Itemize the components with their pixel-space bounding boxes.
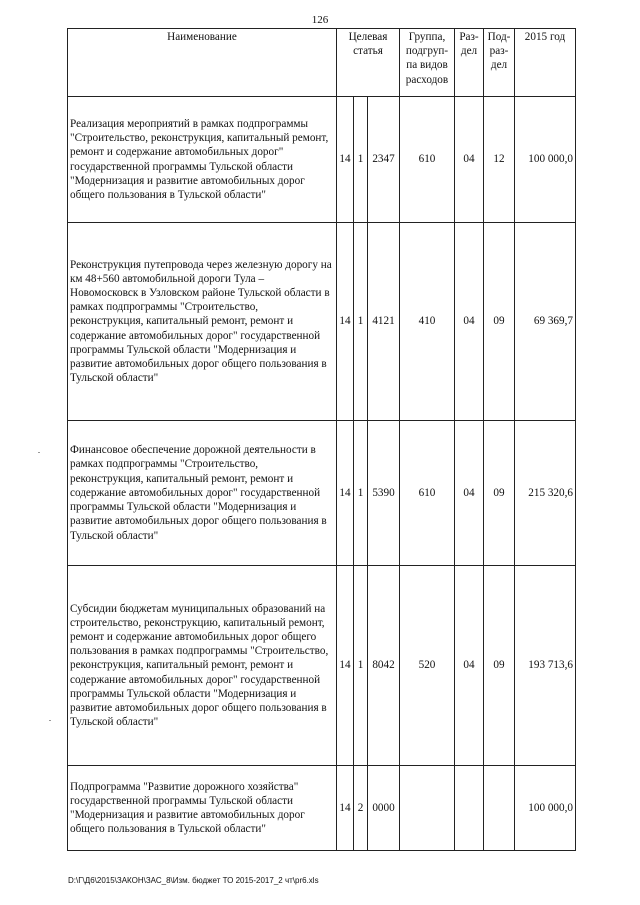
target-part-1: 14	[337, 421, 354, 566]
section: 04	[455, 566, 484, 766]
row-name: Реконструкция путепровода через железную дорогу на км 48+560 автомобильной дороги Тула – Новомосковск в Узловском районе Тульской области в рамках подпрограммы "Строительство, реконструкция, капитальный ремонт, ремонт и содержание автомобильных дорог" государственной программы Тульской области "Модернизация и развитие автомобильных дорог общего пользования в Тульской области"	[68, 223, 337, 421]
target-part-1: 14	[337, 766, 354, 851]
amount: 69 369,7	[515, 223, 576, 421]
page-number: 126	[311, 14, 329, 26]
target-part-3: 2347	[368, 97, 400, 223]
section	[455, 766, 484, 851]
amount: 100 000,0	[515, 97, 576, 223]
scan-speck	[49, 720, 51, 721]
amount: 193 713,6	[515, 566, 576, 766]
target-part-3: 0000	[368, 766, 400, 851]
header-subsection: Под-раз-дел	[484, 29, 515, 97]
header-name: Наименование	[68, 29, 337, 97]
expense-group: 520	[400, 566, 455, 766]
subsection: 09	[484, 566, 515, 766]
target-part-2: 1	[354, 421, 368, 566]
header-expense-group: Группа, подгруп-па видов расходов	[400, 29, 455, 97]
expense-group	[400, 766, 455, 851]
section: 04	[455, 223, 484, 421]
amount: 215 320,6	[515, 421, 576, 566]
subsection: 09	[484, 223, 515, 421]
budget-table	[67, 28, 576, 851]
target-part-3: 8042	[368, 566, 400, 766]
section: 04	[455, 97, 484, 223]
row-name: Реализация мероприятий в рамках подпрограммы "Строительство, реконструкция, капитальный ремонт, ремонт и содержание автомобильных дорог" государственной программы Тульской области "Модернизация и развитие автомобильных дорог общего пользования в Тульской области"	[68, 97, 337, 223]
target-part-3: 4121	[368, 223, 400, 421]
target-part-2: 1	[354, 566, 368, 766]
table-row	[68, 421, 576, 566]
target-part-1: 14	[337, 97, 354, 223]
expense-group: 610	[400, 421, 455, 566]
header-section: Раз-дел	[455, 29, 484, 97]
subsection	[484, 766, 515, 851]
table-row	[68, 223, 576, 421]
table-row	[68, 566, 576, 766]
header-year-2015: 2015 год	[515, 29, 576, 97]
header-target-article: Целевая статья	[337, 29, 400, 97]
target-part-2: 1	[354, 97, 368, 223]
table-row	[68, 766, 576, 851]
target-part-2: 2	[354, 766, 368, 851]
row-name: Субсидии бюджетам муниципальных образований на строительство, реконструкцию, капитальный ремонт, ремонт и содержание автомобильных дорог общего пользования в рамках подпрограммы "Строительство, реконструкция, капитальный ремонт, ремонт и содержание автомобильных дорог" государственной программы Тульской области "Модернизация и развитие автомобильных дорог общего пользования в Тульской области"	[68, 566, 337, 766]
target-part-2: 1	[354, 223, 368, 421]
amount: 100 000,0	[515, 766, 576, 851]
table-row	[68, 97, 576, 223]
row-name: Подпрограмма "Развитие дорожного хозяйства" государственной программы Тульской области "Модернизация и развитие автомобильных дорог общего пользования в Тульской области"	[68, 766, 337, 851]
subsection: 09	[484, 421, 515, 566]
target-part-3: 5390	[368, 421, 400, 566]
target-part-1: 14	[337, 566, 354, 766]
expense-group: 610	[400, 97, 455, 223]
file-path-footer: D:\Г\Д6\2015\ЗАКОН\ЗАС_8\Изм. бюджет ТО 2015-2017_2 чт\pr6.xls	[68, 876, 319, 885]
expense-group: 410	[400, 223, 455, 421]
row-name: Финансовое обеспечение дорожной деятельности в рамках подпрограммы "Строительство, реконструкция, капитальный ремонт, ремонт и содержание автомобильных дорог" государственной программы Тульской области "Модернизация и развитие автомобильных дорог общего пользования в Тульской области"	[68, 421, 337, 566]
subsection: 12	[484, 97, 515, 223]
header-row	[68, 29, 576, 97]
scan-speck	[38, 452, 40, 453]
target-part-1: 14	[337, 223, 354, 421]
section: 04	[455, 421, 484, 566]
